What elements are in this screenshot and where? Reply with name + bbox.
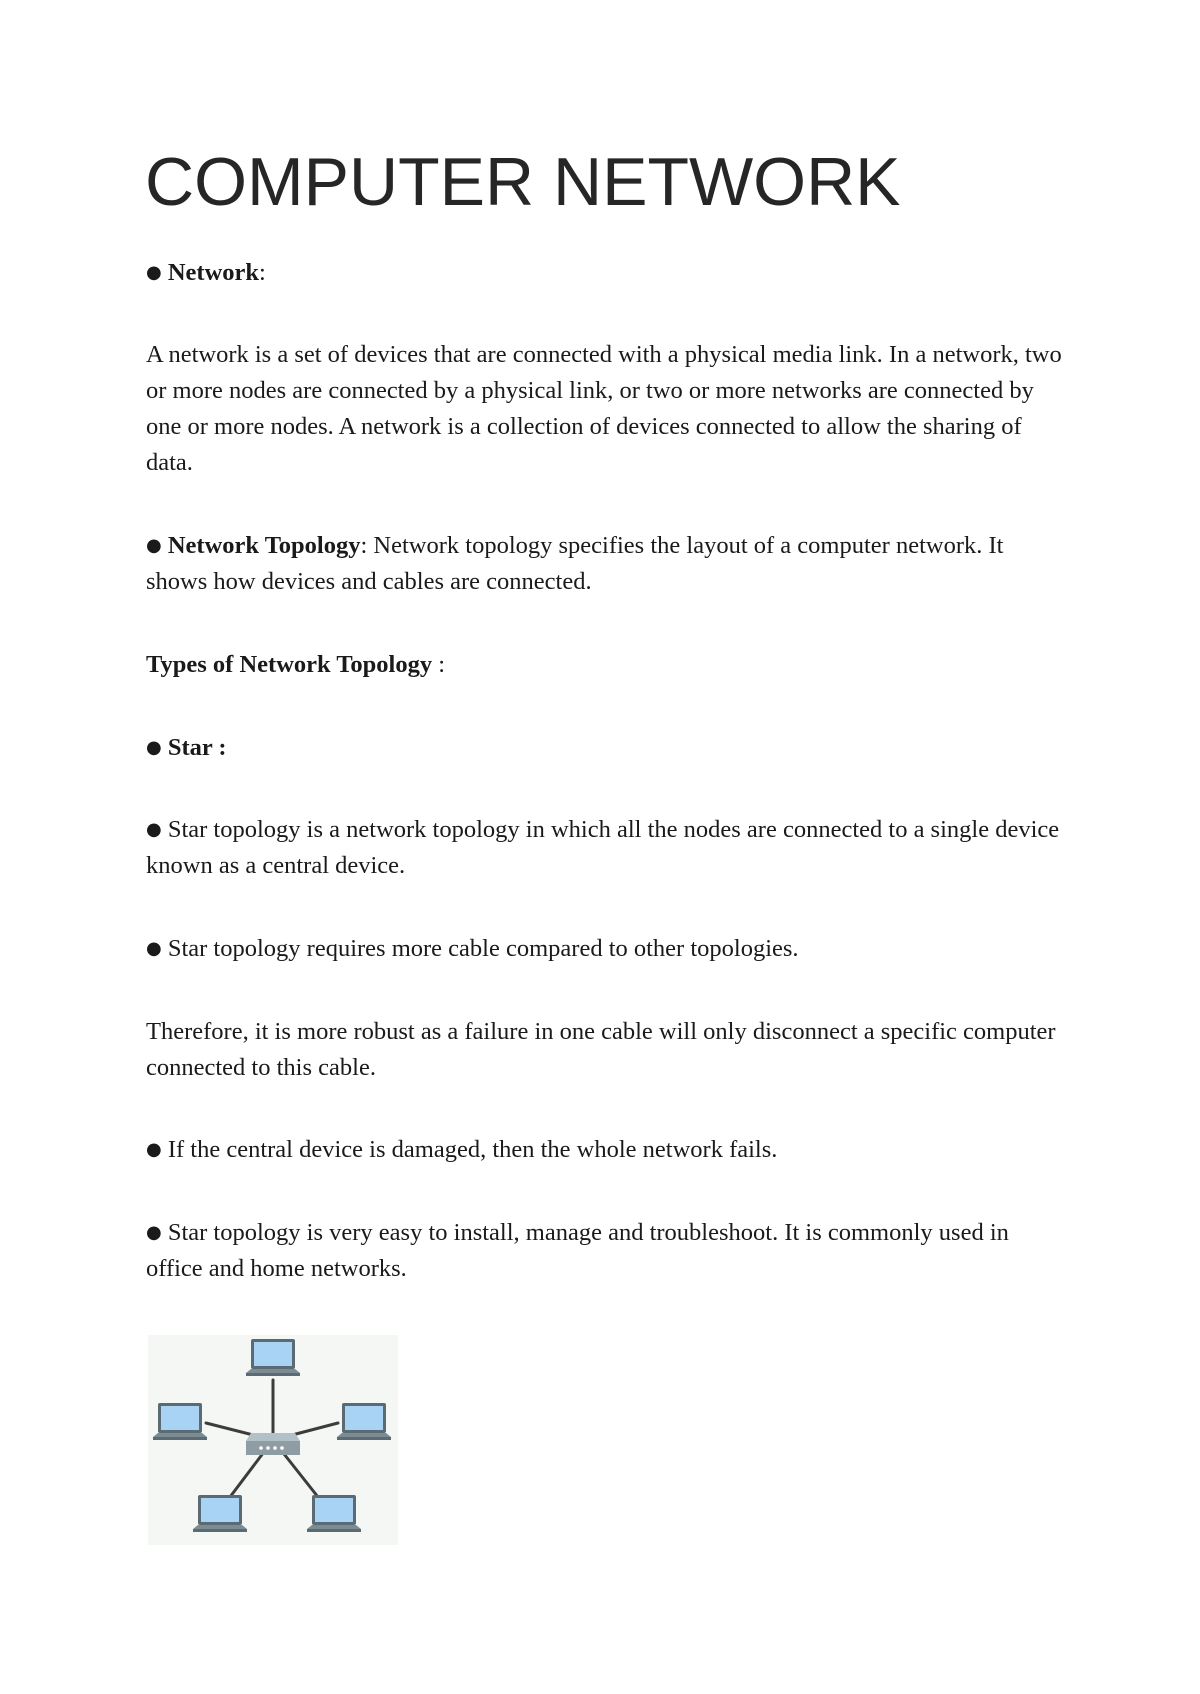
star-point-text: Star topology requires more cable compared to other topologies. (167, 935, 799, 962)
bullet-icon: ● (146, 1222, 162, 1243)
star-point-text: If the central device is damaged, then the whole network fails. (167, 1136, 778, 1163)
bullet-icon: ● (146, 938, 162, 959)
bullet-icon: ● (146, 1139, 162, 1160)
network-heading (146, 255, 1066, 291)
network-heading-label: Network (167, 259, 260, 286)
network-definition: A network is a set of devices that are connected with a physical media link. In a network, two or more nodes are connected by a physical link, or two or more networks are connected by one or more nodes. A network is a collection of devices connected to allow the sharing of data. (146, 341, 1062, 476)
star-point (146, 1132, 1066, 1168)
network-topology-paragraph (146, 528, 1066, 600)
bullet-icon: ● (146, 819, 162, 840)
types-heading (146, 647, 1066, 683)
laptop-icon (153, 1403, 207, 1440)
types-heading-label: Types of Network Topology (146, 651, 433, 678)
laptop-icon (193, 1495, 247, 1532)
types-heading-suffix: : (432, 651, 446, 678)
star-point (146, 1215, 1066, 1287)
star-topology-diagram-icon (148, 1335, 398, 1545)
star-topology-diagram (148, 1335, 398, 1545)
hub-icon (246, 1433, 300, 1455)
star-heading-label: Star : (167, 734, 227, 761)
network-topology-text: : Network topology specifies the layout of a computer network. It shows how devices and cables are connected. (146, 532, 1004, 595)
star-point-text: Star topology is a network topology in which all the nodes are connected to a single device known as a central device. (146, 816, 1060, 879)
star-point (146, 931, 1066, 967)
page-title: COMPUTER NETWORK (145, 144, 901, 220)
star-robustness-text: Therefore, it is more robust as a failure in one cable will only disconnect a specific computer connected to this cable. (146, 1018, 1056, 1081)
network-heading-suffix: : (259, 259, 266, 286)
star-point-text: Star topology is very easy to install, manage and troubleshoot. It is commonly used in office and home networks. (146, 1219, 1009, 1282)
laptop-icon (307, 1495, 361, 1532)
bullet-icon: ● (146, 262, 162, 283)
star-heading (146, 730, 1066, 766)
laptop-icon (337, 1403, 391, 1440)
bullet-icon: ● (146, 737, 162, 758)
bullet-icon: ● (146, 535, 162, 556)
laptop-icon (246, 1339, 300, 1376)
network-topology-label: Network Topology (167, 532, 361, 559)
star-point (146, 812, 1066, 884)
